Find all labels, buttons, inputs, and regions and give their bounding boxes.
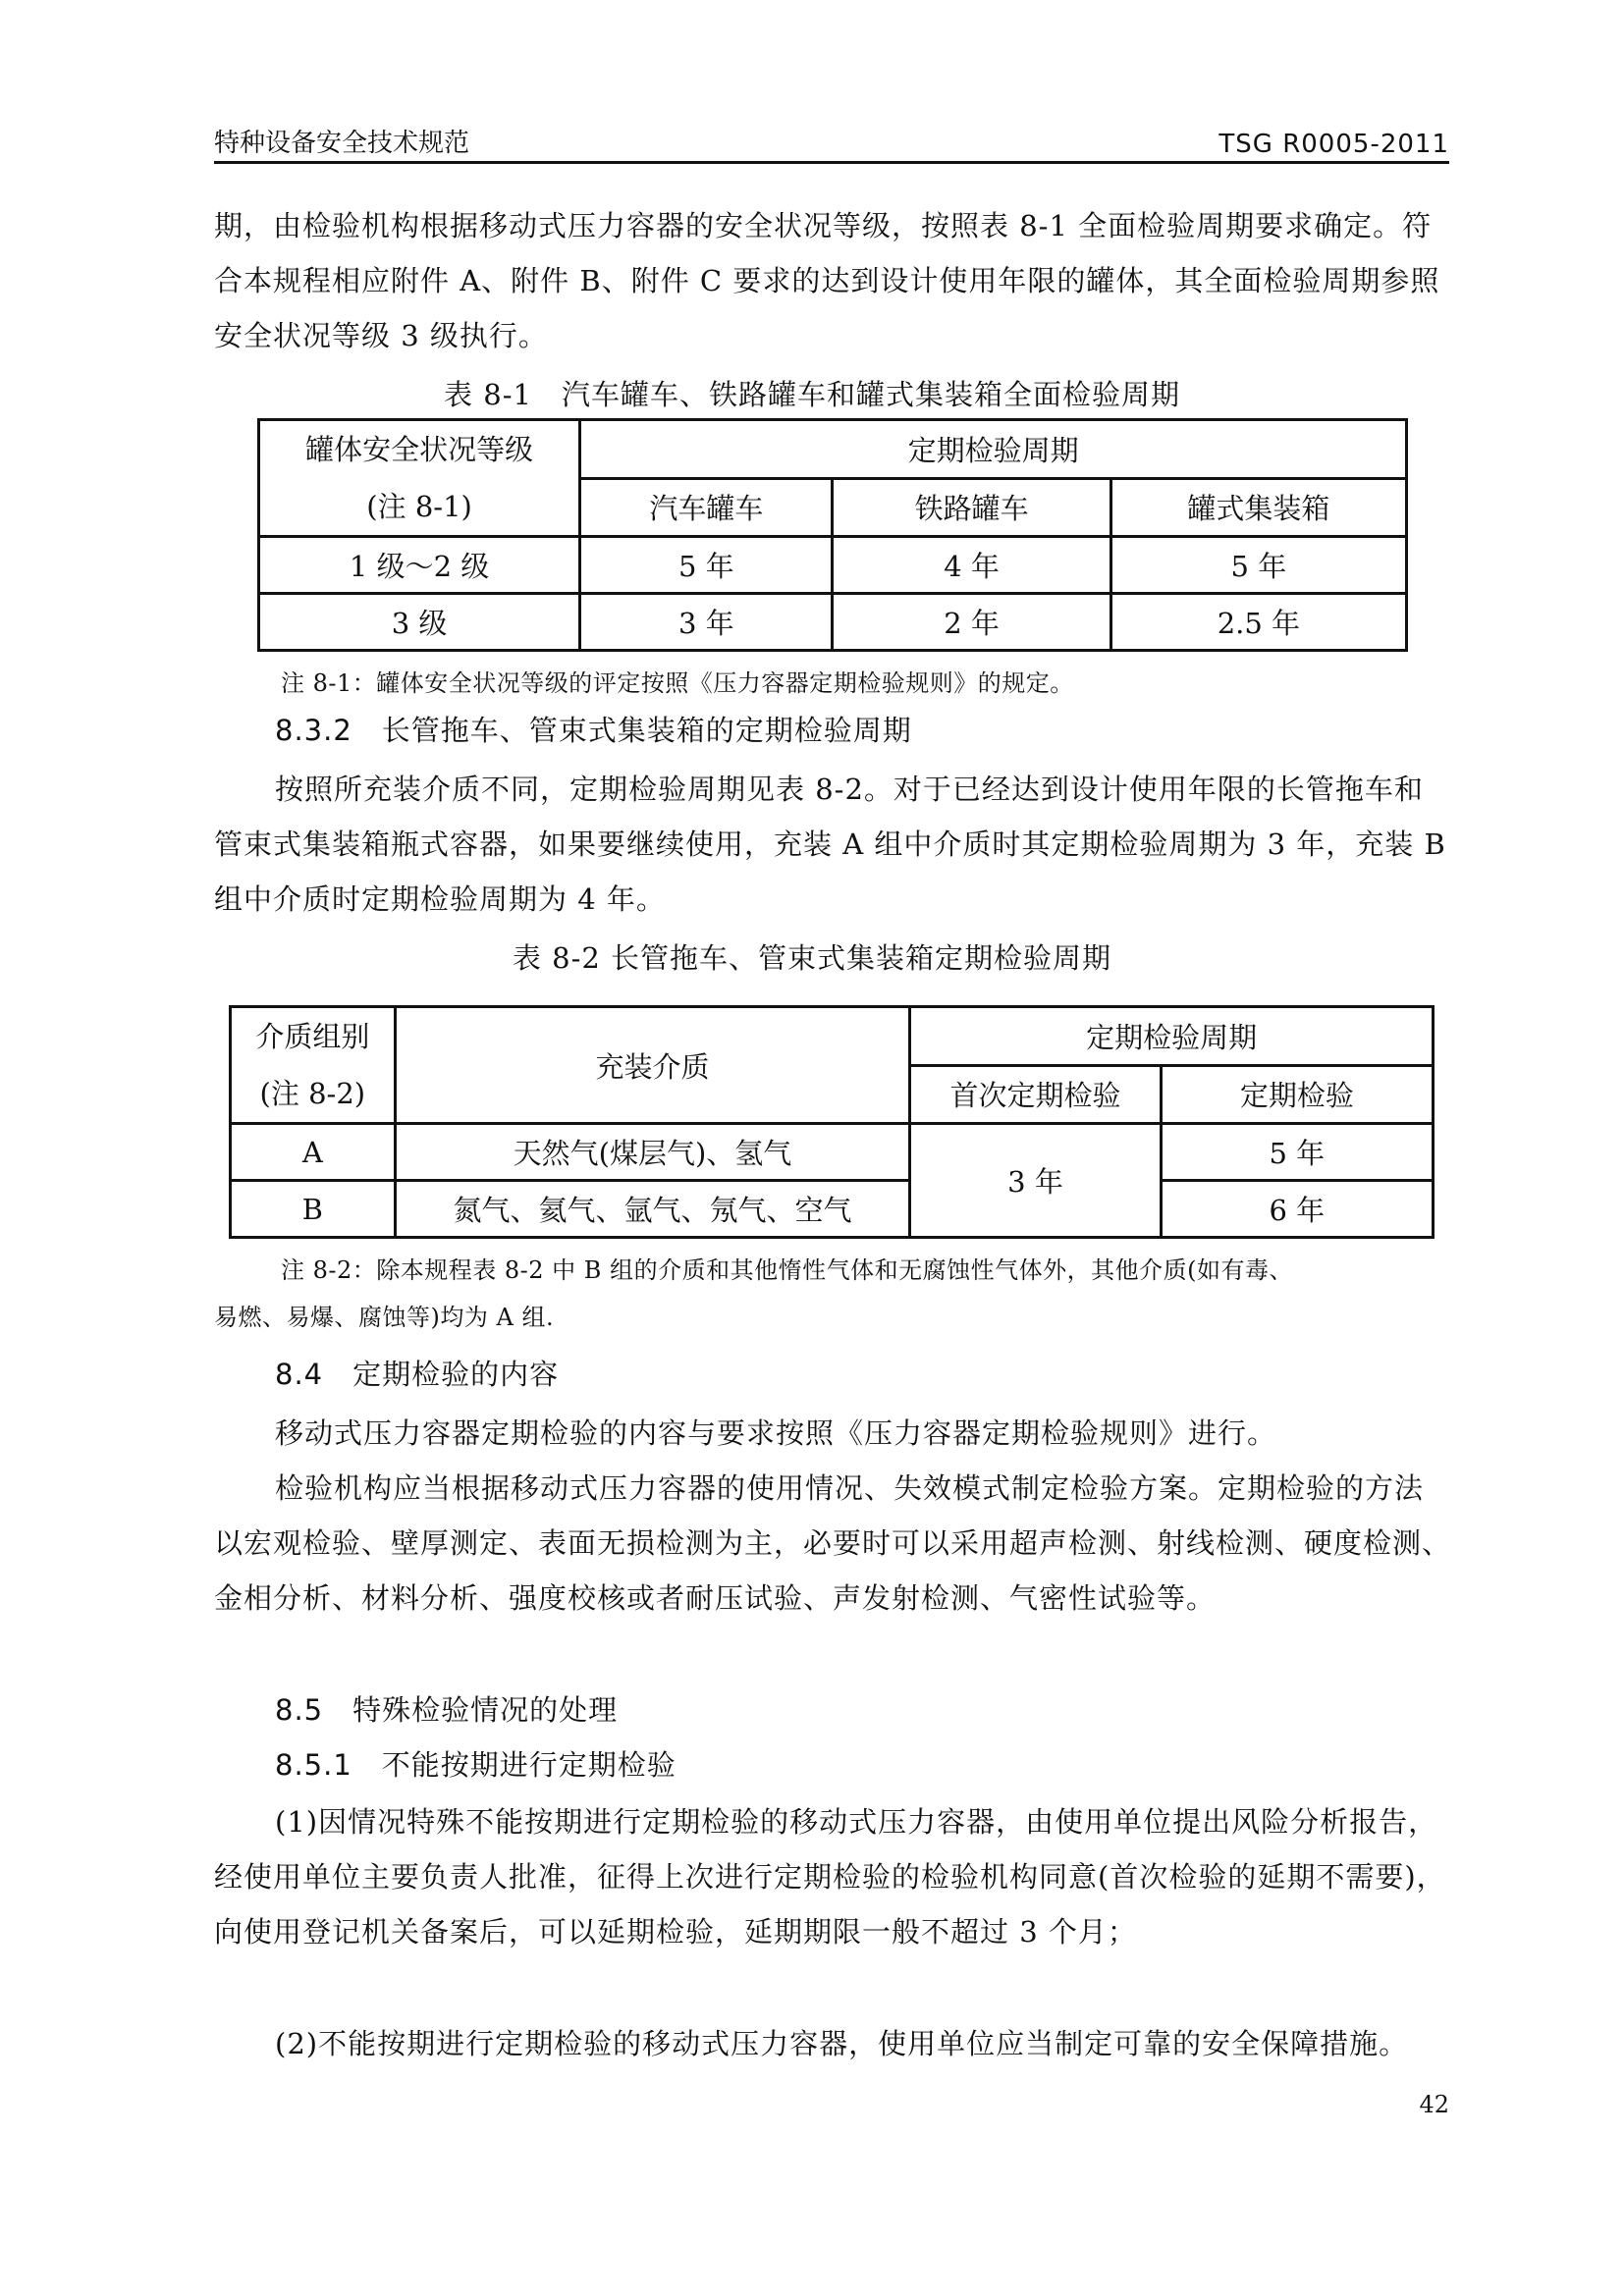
- section-heading-8-3-2: 8.3.2 长管拖车、管束式集装箱的定期检验周期: [275, 714, 912, 747]
- table-8-1-caption: 表 8-1 汽车罐车、铁路罐车和罐式集装箱全面检验周期: [444, 378, 1180, 411]
- paragraph-8-5-1-item1: (1)因情况特殊不能按期进行定期检验的移动式压力容器，由使用单位提出风险分析报告，经使用单位主要负责人批准，征得上次进行定期检验的检验机构同意(首次检验的延期不需要)，向使用登记机关备案后，可以延期检验，延期期限一般不超过 3 个月；: [214, 1805, 1446, 1949]
- section-heading-8-5-1: 8.5.1 不能按期进行定期检验: [275, 1748, 677, 1782]
- table-8-1-header-rail-tanker: 铁路罐车: [833, 478, 1110, 537]
- table-8-1-note: 注 8-1：罐体安全状况等级的评定按照《压力容器定期检验规则》的规定。: [281, 669, 1074, 697]
- table-cell-media: 天然气(煤层气)、氢气: [395, 1124, 910, 1181]
- table-cell-value: 4 年: [833, 537, 1110, 594]
- header-group-line1: 介质组别: [255, 1020, 370, 1053]
- table-8-2: [229, 1005, 1435, 1239]
- table-8-2-header-first-inspection: 首次定期检验: [910, 1065, 1161, 1124]
- section-heading-8-5: 8.5 特殊检验情况的处理: [275, 1693, 619, 1727]
- table-8-1-header-period: 定期检验周期: [580, 420, 1407, 479]
- page-header: [214, 118, 1449, 164]
- table-cell-value: 5 年: [580, 537, 833, 594]
- table-cell-group: A: [231, 1124, 396, 1181]
- table-8-1-header-tanker-truck: 汽车罐车: [580, 478, 833, 537]
- paragraph-8-4-b: 检验机构应当根据移动式压力容器的使用情况、失效模式制定检验方案。定期检验的方法以宏观检验、壁厚测定、表面无损检测为主，必要时可以采用超声检测、射线检测、硬度检测、金相分析、材料分析、强度校核或者耐压试验、声发射检测、气密性试验等。: [214, 1471, 1452, 1615]
- table-cell-value: 5 年: [1110, 537, 1406, 594]
- table-cell-periodic: 5 年: [1161, 1124, 1433, 1181]
- table-row: [259, 594, 1407, 651]
- paragraph-8-5-1-item2: (2)不能按期进行定期检验的移动式压力容器，使用单位应当制定可靠的安全保障措施。: [275, 2027, 1409, 2060]
- table-row: [259, 537, 1407, 594]
- table-8-2-header-media: 充装介质: [395, 1007, 910, 1124]
- header-group-line2: (注 8-2): [259, 1077, 366, 1110]
- table-8-2-header-periodic-inspection: 定期检验: [1161, 1065, 1433, 1124]
- table-row: [231, 1181, 1434, 1238]
- table-cell-grade: 3 级: [259, 594, 580, 651]
- table-8-1-header-tank-container: 罐式集装箱: [1110, 478, 1406, 537]
- table-cell-value: 3 年: [580, 594, 833, 651]
- header-grade-line1: 罐体安全状况等级: [305, 433, 534, 466]
- table-8-1: [257, 418, 1408, 652]
- header-title: 特种设备安全技术规范: [214, 129, 470, 158]
- table-8-1-header-grade: [259, 420, 580, 537]
- table-8-2-caption: 表 8-2 长管拖车、管束式集装箱定期检验周期: [512, 941, 1112, 975]
- table-8-2-header-group: [231, 1007, 396, 1124]
- paragraph-intro: 期，由检验机构根据移动式压力容器的安全状况等级，按照表 8-1 全面检验周期要求确定。符合本规程相应附件 A、附件 B、附件 C 要求的达到设计使用年限的罐体，其全面检验周期参照安全状况等级 3 级执行。: [214, 209, 1440, 352]
- paragraph-8-4-a: 移动式压力容器定期检验的内容与要求按照《压力容器定期检验规则》进行。: [275, 1416, 1277, 1450]
- table-cell-value: 2.5 年: [1110, 594, 1406, 651]
- page-number: 42: [1419, 2091, 1449, 2118]
- table-cell-grade: 1 级～2 级: [259, 537, 580, 594]
- table-8-2-note-line1: 注 8-2：除本规程表 8-2 中 B 组的介质和其他惰性气体和无腐蚀性气体外，其他介质(如有毒、: [281, 1256, 1293, 1284]
- table-cell-periodic: 6 年: [1161, 1181, 1433, 1238]
- table-cell-group: B: [231, 1181, 396, 1238]
- table-cell-media: 氮气、氦气、氩气、氖气、空气: [395, 1181, 910, 1238]
- header-standard-code: TSG R0005-2011: [1218, 130, 1449, 159]
- header-grade-line2: (注 8-1): [366, 490, 472, 523]
- table-8-2-header-period: 定期检验周期: [910, 1007, 1434, 1066]
- table-cell-value: 2 年: [833, 594, 1110, 651]
- table-row: [231, 1124, 1434, 1181]
- table-cell-first-inspection: 3 年: [910, 1124, 1161, 1238]
- section-heading-8-4: 8.4 定期检验的内容: [275, 1358, 560, 1391]
- paragraph-8-3-2: 按照所充装介质不同，定期检验周期见表 8-2。对于已经达到设计使用年限的长管拖车和管束式集装箱瓶式容器，如果要继续使用，充装 A 组中介质时其定期检验周期为 3 年，充装 B 组中介质时定期检验周期为 4 年。: [214, 773, 1446, 916]
- table-8-2-note-line2: 易燃、易爆、腐蚀等)均为 A 组.: [214, 1304, 555, 1331]
